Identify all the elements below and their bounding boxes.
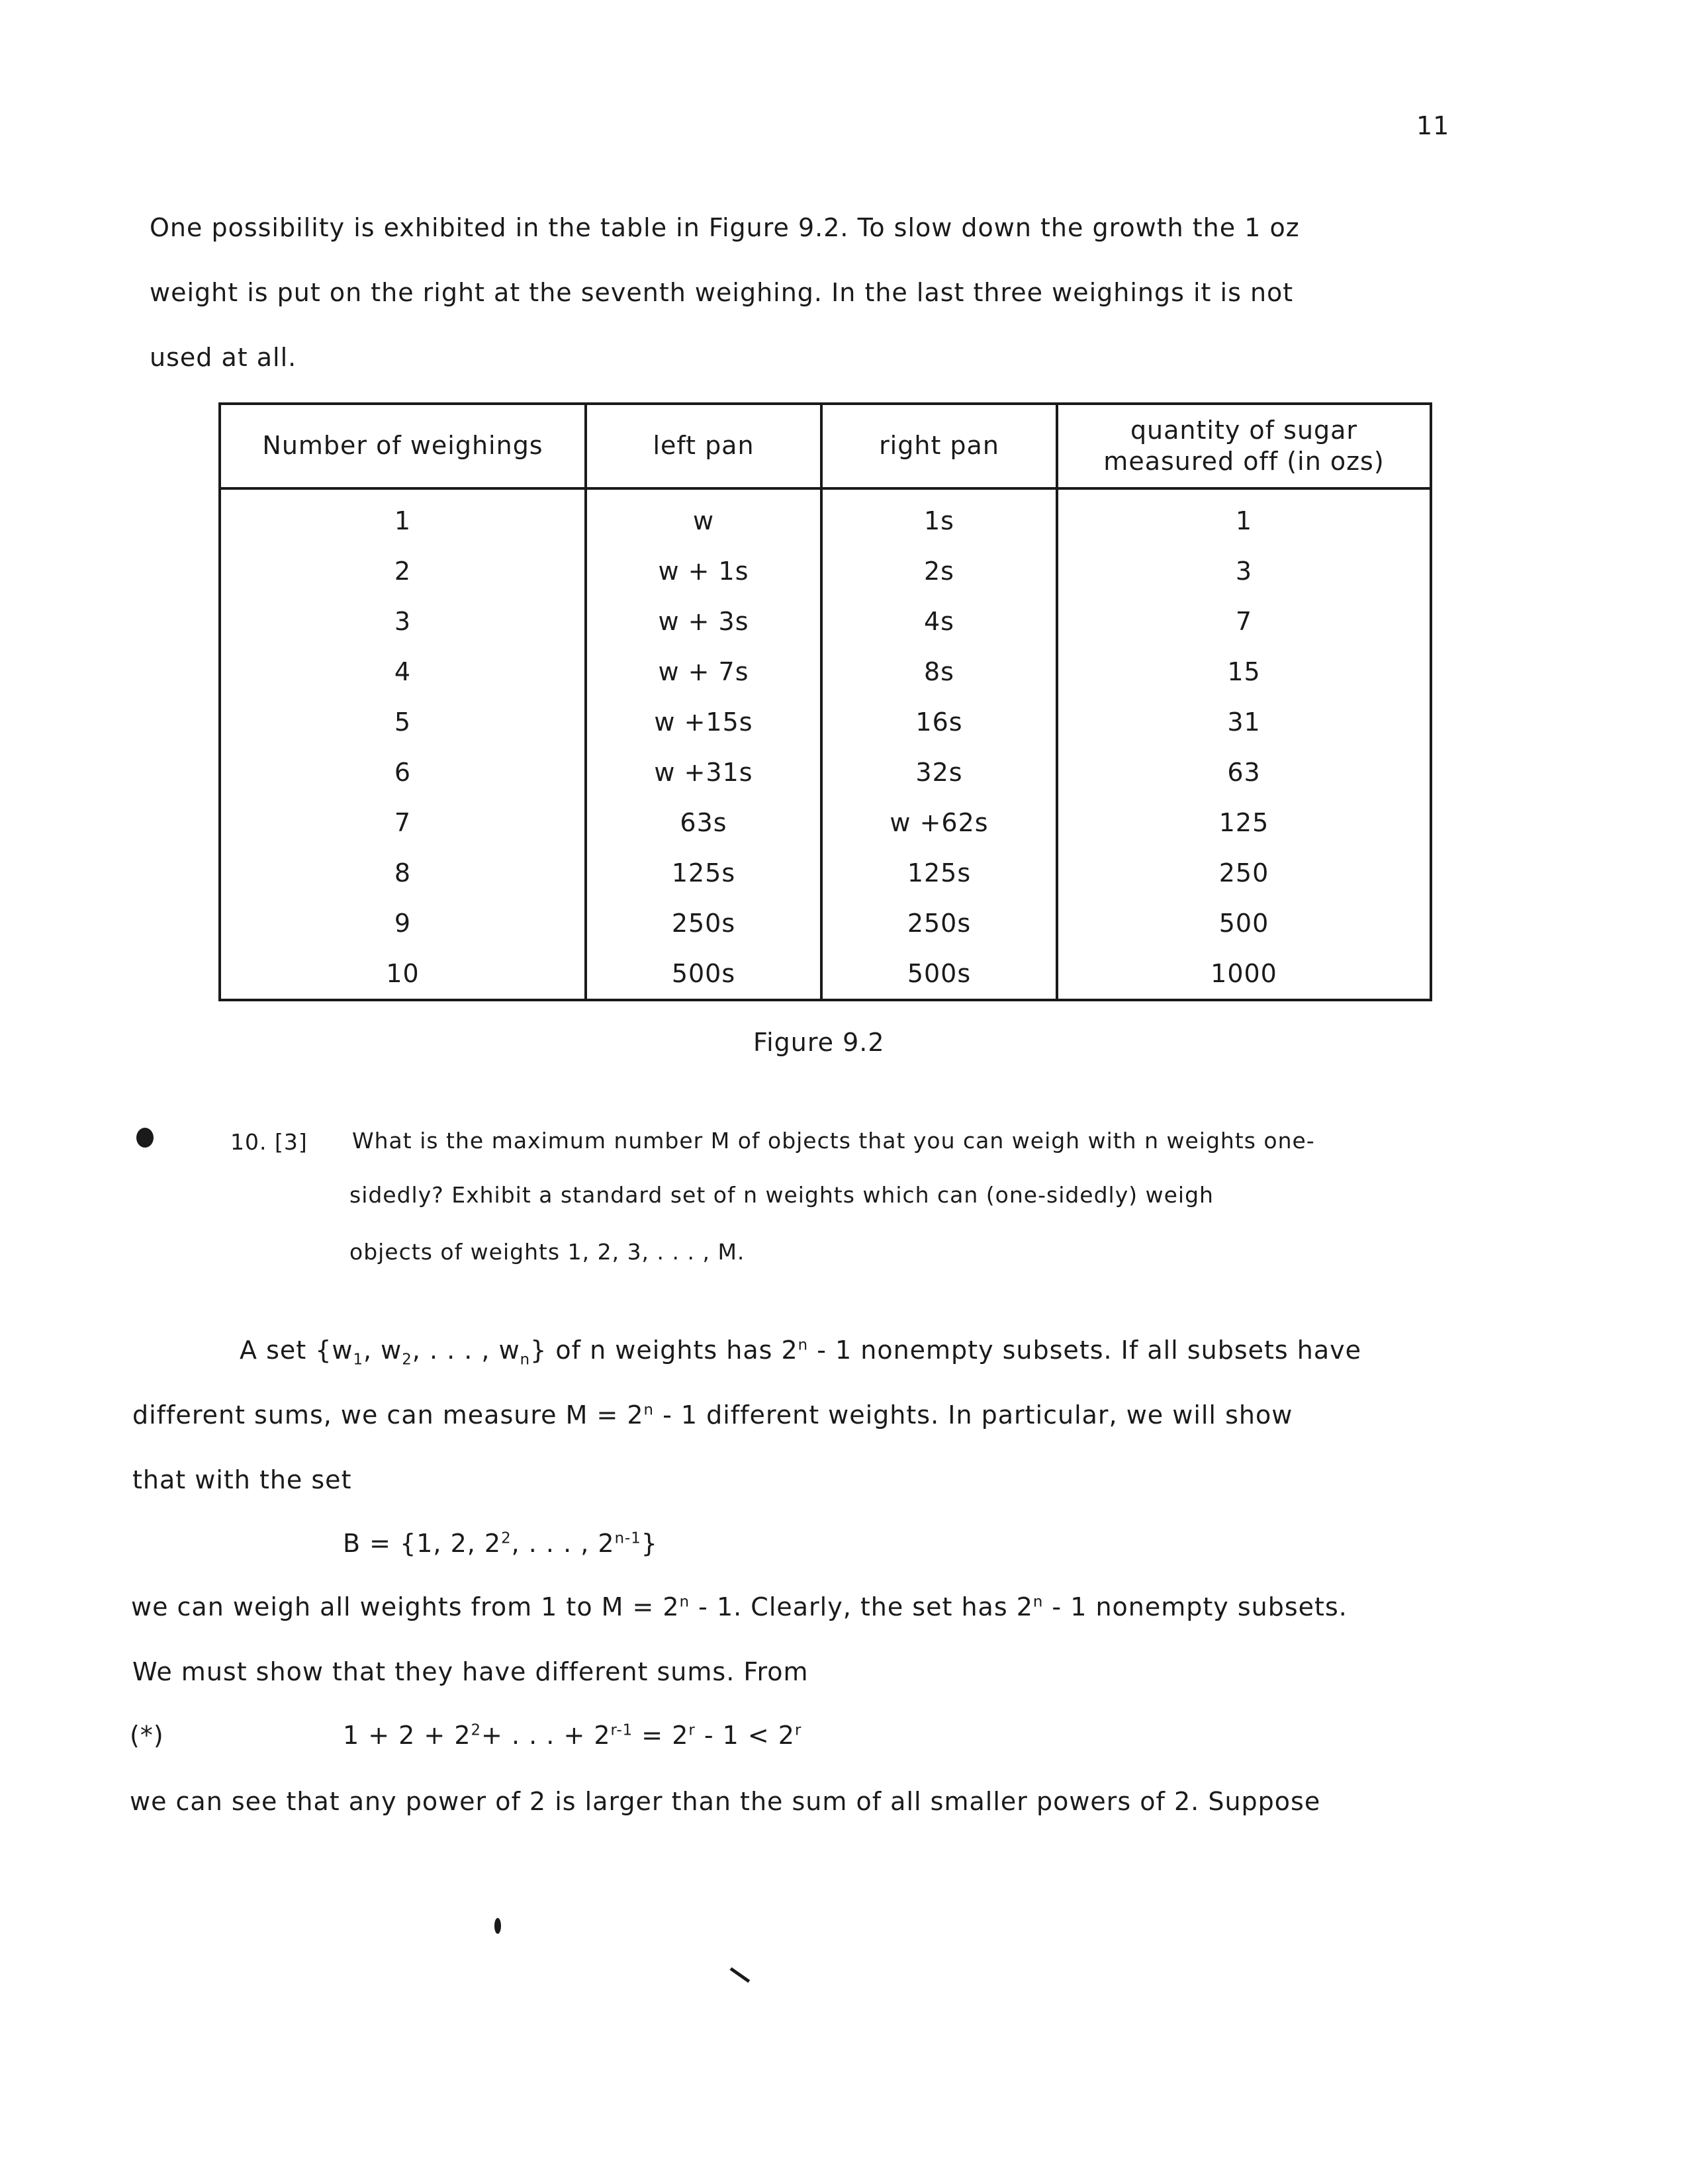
cell-right-pan: 4s: [821, 596, 1057, 647]
superscript: n: [643, 1401, 654, 1419]
table-header-row: [220, 404, 1431, 488]
cell-right-pan: w +62s: [821, 797, 1057, 848]
body-line-6: we can see that any power of 2 is larger than the sum of all smaller powers of 2. Suppose: [130, 1787, 1321, 1816]
cell-left-pan: 500s: [586, 948, 821, 1000]
text-segment: - 1 nonempty subsets.: [1043, 1592, 1348, 1621]
text-segment: - 1. Clearly, the set has 2: [690, 1592, 1033, 1621]
equation: [343, 1721, 801, 1750]
cell-left-pan: 63s: [586, 797, 821, 848]
cell-left-pan: w: [586, 488, 821, 546]
text-segment: A set {w: [240, 1336, 353, 1365]
text-segment: different sums, we can measure M = 2: [132, 1400, 644, 1430]
table-row: [220, 596, 1431, 647]
cell-number: 5: [220, 697, 586, 747]
text-segment: , w: [363, 1336, 402, 1365]
stray-mark: [730, 1967, 751, 1983]
weighings-table: [218, 402, 1432, 1001]
text-segment: , . . . , 2: [511, 1529, 615, 1558]
bullet-icon: [136, 1128, 154, 1148]
cell-number: 6: [220, 747, 586, 797]
problem-line-3: objects of weights 1, 2, 3, . . . , M.: [349, 1239, 745, 1265]
cell-number: 10: [220, 948, 586, 1000]
text-segment: , . . . , w: [412, 1336, 520, 1365]
table-row: [220, 948, 1431, 1000]
cell-quantity: 250: [1057, 848, 1431, 898]
cell-right-pan: 32s: [821, 747, 1057, 797]
cell-quantity: 15: [1057, 647, 1431, 697]
figure-caption: Figure 9.2: [753, 1028, 885, 1057]
text-segment: - 1 different weights. In particular, we will show: [654, 1400, 1293, 1430]
intro-line-2: weight is put on the right at the seventh weighing. In the last three weighings it is not: [150, 278, 1294, 307]
cell-left-pan: w + 3s: [586, 596, 821, 647]
superscript: n: [798, 1336, 809, 1354]
body-line-3: that with the set: [132, 1465, 352, 1494]
cell-left-pan: 250s: [586, 898, 821, 948]
superscript: 2: [501, 1529, 512, 1547]
superscript: n: [1032, 1593, 1044, 1611]
equation-label: (*): [130, 1721, 164, 1750]
cell-number: 7: [220, 797, 586, 848]
text-segment: + . . . + 2: [481, 1721, 611, 1750]
subscript: 2: [402, 1351, 412, 1369]
page-number: 11: [1416, 111, 1450, 140]
problem-number: 10. [3]: [230, 1129, 308, 1155]
cell-number: 3: [220, 596, 586, 647]
cell-quantity: 63: [1057, 747, 1431, 797]
cell-quantity: 1000: [1057, 948, 1431, 1000]
text-segment: 1 + 2 + 2: [343, 1721, 471, 1750]
superscript: r: [795, 1721, 802, 1739]
stray-mark: [494, 1918, 501, 1934]
cell-quantity: 500: [1057, 898, 1431, 948]
superscript: n: [679, 1593, 690, 1611]
cell-number: 2: [220, 546, 586, 596]
superscript: 2: [471, 1721, 482, 1739]
cell-left-pan: w +15s: [586, 697, 821, 747]
text-segment: - 1 < 2: [695, 1721, 795, 1750]
cell-number: 4: [220, 647, 586, 697]
body-line-2: [132, 1400, 1293, 1430]
table-row: [220, 747, 1431, 797]
table-row: [220, 488, 1431, 546]
cell-quantity: 1: [1057, 488, 1431, 546]
text-segment: } of n weights has 2: [530, 1336, 798, 1365]
cell-right-pan: 2s: [821, 546, 1057, 596]
cell-right-pan: 250s: [821, 898, 1057, 948]
cell-left-pan: w + 1s: [586, 546, 821, 596]
body-line-4: [131, 1592, 1348, 1621]
cell-right-pan: 16s: [821, 697, 1057, 747]
cell-number: 8: [220, 848, 586, 898]
cell-number: 1: [220, 488, 586, 546]
table-row: [220, 697, 1431, 747]
cell-quantity: 31: [1057, 697, 1431, 747]
intro-line-3: used at all.: [150, 343, 297, 372]
set-definition: [343, 1529, 658, 1558]
problem-line-2: sidedly? Exhibit a standard set of n weights which can (one-sidedly) weigh: [349, 1182, 1214, 1208]
subscript: n: [520, 1351, 531, 1369]
text-segment: - 1 nonempty subsets. If all subsets have: [808, 1336, 1362, 1365]
header-number-of-weighings: Number of weighings: [220, 404, 586, 488]
cell-quantity: 7: [1057, 596, 1431, 647]
cell-quantity: 125: [1057, 797, 1431, 848]
cell-right-pan: 500s: [821, 948, 1057, 1000]
superscript: r-1: [610, 1721, 633, 1739]
header-quantity: [1057, 404, 1431, 488]
cell-left-pan: 125s: [586, 848, 821, 898]
superscript: r: [688, 1721, 696, 1739]
header-quantity-line-1: quantity of sugar: [1130, 415, 1358, 445]
cell-right-pan: 125s: [821, 848, 1057, 898]
superscript: n-1: [614, 1529, 641, 1547]
body-line-1: [240, 1336, 1362, 1369]
problem-line-1: What is the maximum number M of objects that you can weigh with n weights one-: [352, 1128, 1315, 1154]
text-segment: }: [641, 1529, 658, 1558]
text-segment: we can weigh all weights from 1 to M = 2: [131, 1592, 680, 1621]
intro-line-1: One possibility is exhibited in the table in Figure 9.2. To slow down the growth the 1 oz: [150, 213, 1300, 242]
table-row: [220, 898, 1431, 948]
cell-right-pan: 1s: [821, 488, 1057, 546]
cell-left-pan: w +31s: [586, 747, 821, 797]
body-line-5: We must show that they have different sums. From: [132, 1657, 809, 1686]
table-row: [220, 848, 1431, 898]
cell-right-pan: 8s: [821, 647, 1057, 697]
table-row: [220, 797, 1431, 848]
header-quantity-line-2: measured off (in ozs): [1103, 447, 1385, 476]
table-row: [220, 546, 1431, 596]
text-segment: B = {1, 2, 2: [343, 1529, 502, 1558]
cell-left-pan: w + 7s: [586, 647, 821, 697]
table-row: [220, 647, 1431, 697]
header-left-pan: left pan: [586, 404, 821, 488]
subscript: 1: [353, 1351, 364, 1369]
cell-quantity: 3: [1057, 546, 1431, 596]
text-segment: = 2: [633, 1721, 689, 1750]
cell-number: 9: [220, 898, 586, 948]
header-right-pan: right pan: [821, 404, 1057, 488]
